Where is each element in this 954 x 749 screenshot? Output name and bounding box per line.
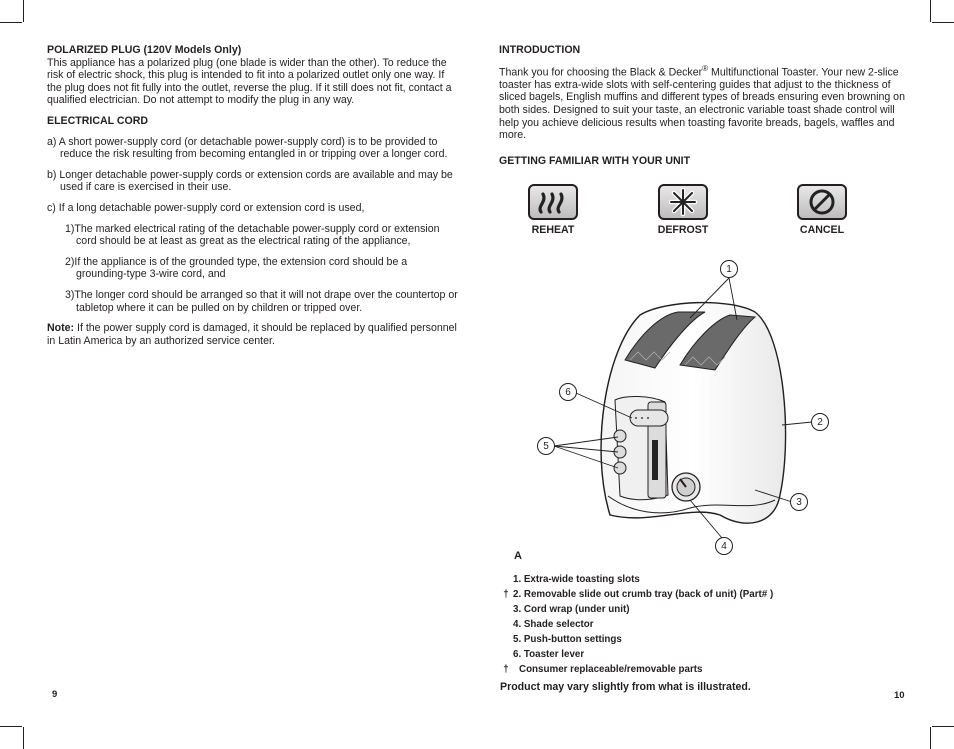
parts-list-item [499, 662, 773, 677]
part-text: 1. Extra-wide toasting slots [513, 574, 640, 585]
callout-4: 4 [715, 537, 733, 555]
parts-list-item [499, 602, 773, 617]
part-text: 2. Removable slide out crumb tray (back of unit) (Part# ) [513, 589, 774, 600]
callout-1: 1 [720, 260, 738, 278]
part-text: 5. Push-button settings [513, 634, 622, 645]
part-mark [499, 602, 513, 617]
parts-list-item [499, 617, 773, 632]
part-mark [499, 632, 513, 647]
cord-item-c2: 2)If the appliance is of the grounded type, the extension cord should be a grounding-type 3-wire cord, and [65, 255, 408, 281]
cord-item-c1: 1)The marked electrical rating of the detachable power-supply cord or extension cord should be at least as great as the electrical rating of the appliance, [65, 222, 440, 248]
note-text: If the power supply cord is damaged, it should be replaced by qualified personnel in Latin America by an authorized service center. [47, 322, 457, 347]
parts-list-item [499, 647, 773, 662]
part-mark [499, 572, 513, 587]
part-text: Consumer replaceable/removable parts [519, 664, 703, 675]
cord-item-c: c) If a long detachable power-supply cord or extension cord is used, [47, 201, 365, 214]
note-label: Note: [47, 322, 75, 335]
part-text: 3. Cord wrap (under unit) [513, 604, 630, 615]
cancel-label: CANCEL [799, 224, 845, 236]
cord-item-a: a) A short power-supply cord (or detachable power-supply cord) is to be provided to reduce the risk resulting from becoming entangled in or tripping over a longer cord. [47, 135, 448, 161]
reheat-label: REHEAT [531, 224, 575, 236]
part-text: 4. Shade selector [513, 619, 594, 630]
polarized-plug-heading: POLARIZED PLUG (120V Models Only) [47, 44, 242, 56]
disclaimer: Product may vary slightly from what is illustrated. [500, 681, 751, 693]
part-mark: † [503, 589, 509, 600]
getting-familiar-heading: GETTING FAMILIAR WITH YOUR UNIT [499, 154, 691, 167]
callout-6: 6 [559, 383, 577, 401]
electrical-cord-heading: ELECTRICAL CORD [47, 114, 149, 127]
part-text: 6. Toaster lever [513, 649, 585, 660]
introduction-heading: INTRODUCTION [499, 44, 581, 56]
registered-mark: ® [702, 63, 709, 73]
page-number-left: 9 [52, 689, 58, 700]
defrost-label: DEFROST [657, 224, 709, 236]
callout-3: 3 [790, 493, 808, 511]
cord-item-b: b) Longer detachable power-supply cords or extension cords are available and may be used if care is exercised in their use. [47, 168, 453, 194]
intro-text-start: Thank you for choosing the Black & Decker [499, 66, 703, 79]
parts-list-item [499, 632, 773, 647]
parts-list-item [499, 572, 773, 587]
callout-5: 5 [537, 437, 555, 455]
part-mark: † [503, 664, 509, 675]
part-mark [499, 617, 513, 632]
callout-2: 2 [811, 413, 829, 431]
parts-list-item [499, 587, 773, 602]
cord-item-c3: 3)The longer cord should be arranged so that it will not drape over the countertop or tabletop where it can be pulled on by children or tripped over. [65, 288, 458, 314]
part-mark [499, 647, 513, 662]
page-number-right: 10 [894, 690, 905, 701]
parts-list [499, 572, 773, 677]
polarized-plug-text: This appliance has a polarized plug (one blade is wider than the other). To reduce the risk of electric shock, this plug is intended to fit into a polarized outlet only one way. If the plug does not fit fully into the outlet, reverse the plug. If it still does not fit, contact a qualified electrician. Do not attempt to modify the plug in any way. [47, 56, 452, 107]
figure-letter: A [514, 550, 522, 562]
intro-text-end: Multifunctional Toaster. Your new 2-slice toaster has extra-wide slots with self-centering guides that adjust to the thickness of sliced bagels, English muffins and different types of breads ensuring even browning on both sides. Designed to suit your taste, an electronic variable toast shade control will help you achieve delicious results when toasting favorite breads, bagels, waffles and more. [499, 66, 905, 142]
